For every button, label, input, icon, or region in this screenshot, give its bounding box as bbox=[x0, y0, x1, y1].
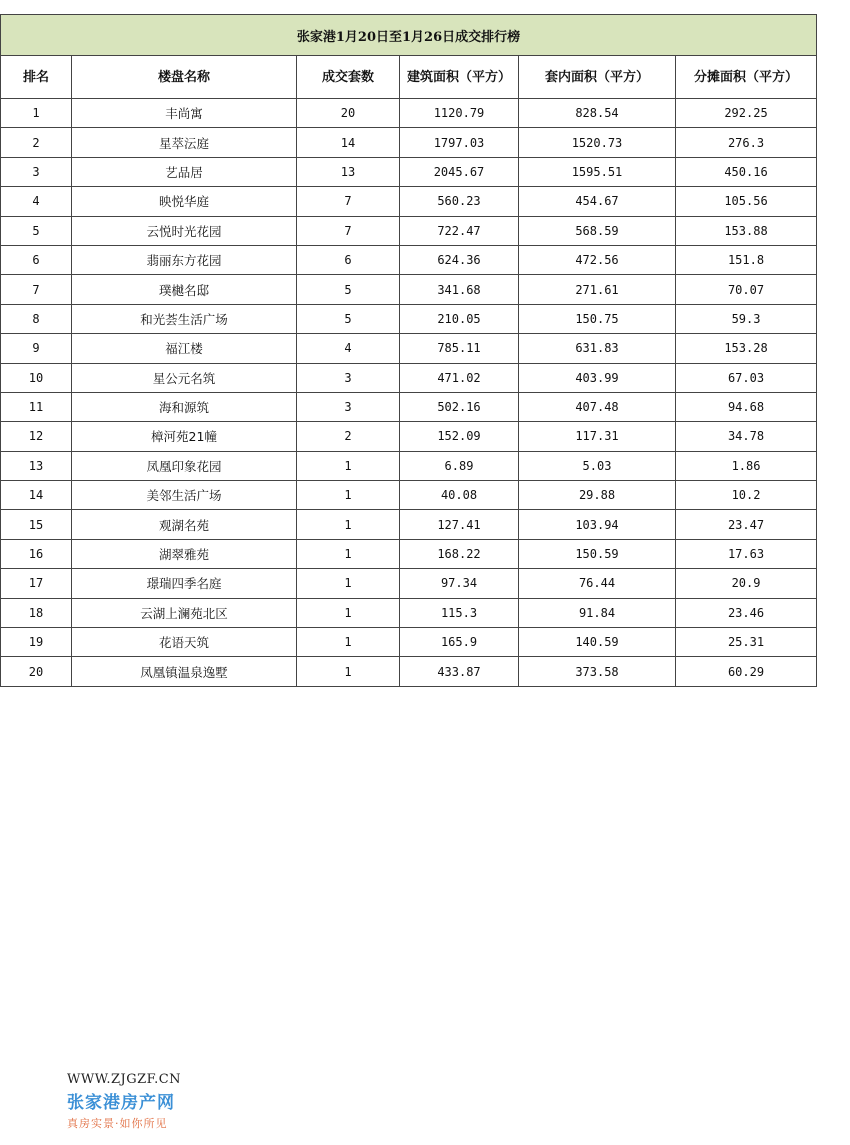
cell-name: 花语天筑 bbox=[72, 628, 297, 657]
cell-units: 13 bbox=[297, 157, 400, 186]
table-row bbox=[1, 99, 817, 128]
cell-shared-area: 17.63 bbox=[676, 539, 817, 568]
table-row bbox=[1, 451, 817, 480]
cell-units: 5 bbox=[297, 304, 400, 333]
cell-net-area: 91.84 bbox=[519, 598, 676, 627]
header-gross-area: 建筑面积（平方） bbox=[400, 56, 519, 99]
cell-net-area: 76.44 bbox=[519, 569, 676, 598]
table-row bbox=[1, 157, 817, 186]
cell-net-area: 403.99 bbox=[519, 363, 676, 392]
cell-name: 丰尚寓 bbox=[72, 99, 297, 128]
cell-shared-area: 34.78 bbox=[676, 422, 817, 451]
cell-units: 5 bbox=[297, 275, 400, 304]
header-units: 成交套数 bbox=[297, 56, 400, 99]
cell-net-area: 271.61 bbox=[519, 275, 676, 304]
logo-brand: 张家港房产网 bbox=[67, 1093, 175, 1113]
cell-gross-area: 502.16 bbox=[400, 392, 519, 421]
cell-name: 映悦华庭 bbox=[72, 187, 297, 216]
cell-name: 福江楼 bbox=[72, 334, 297, 363]
cell-net-area: 373.58 bbox=[519, 657, 676, 686]
table-title: 张家港1月20日至1月26日成交排行榜 bbox=[1, 15, 817, 56]
cell-gross-area: 1120.79 bbox=[400, 99, 519, 128]
cell-net-area: 29.88 bbox=[519, 481, 676, 510]
cell-gross-area: 168.22 bbox=[400, 539, 519, 568]
cell-gross-area: 471.02 bbox=[400, 363, 519, 392]
cell-gross-area: 1797.03 bbox=[400, 128, 519, 157]
cell-units: 3 bbox=[297, 392, 400, 421]
cell-net-area: 150.59 bbox=[519, 539, 676, 568]
cell-rank: 3 bbox=[1, 157, 72, 186]
cell-name: 璞樾名邸 bbox=[72, 275, 297, 304]
cell-shared-area: 153.28 bbox=[676, 334, 817, 363]
cell-gross-area: 785.11 bbox=[400, 334, 519, 363]
cell-rank: 8 bbox=[1, 304, 72, 333]
table-row bbox=[1, 275, 817, 304]
header-net-area: 套内面积（平方） bbox=[519, 56, 676, 99]
cell-gross-area: 115.3 bbox=[400, 598, 519, 627]
cell-shared-area: 94.68 bbox=[676, 392, 817, 421]
table-row bbox=[1, 510, 817, 539]
cell-net-area: 5.03 bbox=[519, 451, 676, 480]
table-row bbox=[1, 539, 817, 568]
cell-units: 1 bbox=[297, 569, 400, 598]
cell-rank: 14 bbox=[1, 481, 72, 510]
cell-units: 1 bbox=[297, 657, 400, 686]
cell-rank: 13 bbox=[1, 451, 72, 480]
cell-gross-area: 6.89 bbox=[400, 451, 519, 480]
header-row bbox=[1, 56, 817, 99]
cell-units: 7 bbox=[297, 187, 400, 216]
cell-units: 1 bbox=[297, 510, 400, 539]
table-row bbox=[1, 392, 817, 421]
cell-gross-area: 127.41 bbox=[400, 510, 519, 539]
cell-gross-area: 210.05 bbox=[400, 304, 519, 333]
cell-gross-area: 624.36 bbox=[400, 245, 519, 274]
cell-net-area: 407.48 bbox=[519, 392, 676, 421]
logo-tagline: 真房实景·如你所见 bbox=[67, 1117, 168, 1130]
cell-net-area: 150.75 bbox=[519, 304, 676, 333]
header-rank: 排名 bbox=[1, 56, 72, 99]
site-logo bbox=[67, 1072, 181, 1131]
cell-rank: 7 bbox=[1, 275, 72, 304]
cell-units: 1 bbox=[297, 628, 400, 657]
table-row bbox=[1, 569, 817, 598]
cell-name: 和光荟生活广场 bbox=[72, 304, 297, 333]
cell-units: 1 bbox=[297, 539, 400, 568]
cell-gross-area: 722.47 bbox=[400, 216, 519, 245]
cell-name: 璟瑞四季名庭 bbox=[72, 569, 297, 598]
cell-name: 星萃沄庭 bbox=[72, 128, 297, 157]
cell-units: 2 bbox=[297, 422, 400, 451]
cell-name: 美邻生活广场 bbox=[72, 481, 297, 510]
cell-name: 湖翠雅苑 bbox=[72, 539, 297, 568]
cell-gross-area: 433.87 bbox=[400, 657, 519, 686]
cell-net-area: 631.83 bbox=[519, 334, 676, 363]
cell-net-area: 1595.51 bbox=[519, 157, 676, 186]
table-row bbox=[1, 334, 817, 363]
cell-shared-area: 67.03 bbox=[676, 363, 817, 392]
cell-shared-area: 153.88 bbox=[676, 216, 817, 245]
cell-rank: 2 bbox=[1, 128, 72, 157]
cell-units: 6 bbox=[297, 245, 400, 274]
cell-shared-area: 1.86 bbox=[676, 451, 817, 480]
table-row bbox=[1, 245, 817, 274]
cell-shared-area: 59.3 bbox=[676, 304, 817, 333]
cell-shared-area: 23.46 bbox=[676, 598, 817, 627]
cell-name: 海和源筑 bbox=[72, 392, 297, 421]
cell-shared-area: 60.29 bbox=[676, 657, 817, 686]
cell-gross-area: 40.08 bbox=[400, 481, 519, 510]
cell-gross-area: 165.9 bbox=[400, 628, 519, 657]
cell-rank: 18 bbox=[1, 598, 72, 627]
cell-name: 云悦时光花园 bbox=[72, 216, 297, 245]
cell-units: 1 bbox=[297, 481, 400, 510]
cell-name: 星公元名筑 bbox=[72, 363, 297, 392]
cell-shared-area: 10.2 bbox=[676, 481, 817, 510]
table-row bbox=[1, 216, 817, 245]
table-row bbox=[1, 422, 817, 451]
cell-rank: 5 bbox=[1, 216, 72, 245]
cell-gross-area: 341.68 bbox=[400, 275, 519, 304]
cell-gross-area: 2045.67 bbox=[400, 157, 519, 186]
cell-rank: 20 bbox=[1, 657, 72, 686]
cell-shared-area: 20.9 bbox=[676, 569, 817, 598]
cell-units: 1 bbox=[297, 451, 400, 480]
cell-gross-area: 152.09 bbox=[400, 422, 519, 451]
cell-rank: 15 bbox=[1, 510, 72, 539]
table-row bbox=[1, 128, 817, 157]
table-row bbox=[1, 628, 817, 657]
table-row bbox=[1, 304, 817, 333]
table-row bbox=[1, 598, 817, 627]
table-row bbox=[1, 363, 817, 392]
cell-rank: 19 bbox=[1, 628, 72, 657]
cell-gross-area: 560.23 bbox=[400, 187, 519, 216]
cell-units: 20 bbox=[297, 99, 400, 128]
cell-units: 1 bbox=[297, 598, 400, 627]
cell-rank: 9 bbox=[1, 334, 72, 363]
cell-net-area: 472.56 bbox=[519, 245, 676, 274]
cell-rank: 6 bbox=[1, 245, 72, 274]
header-name: 楼盘名称 bbox=[72, 56, 297, 99]
cell-name: 观湖名苑 bbox=[72, 510, 297, 539]
logo-url: WWW.ZJGZF.CN bbox=[67, 1072, 182, 1087]
cell-name: 艺品居 bbox=[72, 157, 297, 186]
cell-shared-area: 276.3 bbox=[676, 128, 817, 157]
cell-shared-area: 25.31 bbox=[676, 628, 817, 657]
cell-shared-area: 70.07 bbox=[676, 275, 817, 304]
table-body bbox=[1, 99, 817, 687]
cell-net-area: 568.59 bbox=[519, 216, 676, 245]
cell-net-area: 454.67 bbox=[519, 187, 676, 216]
cell-rank: 10 bbox=[1, 363, 72, 392]
cell-name: 凤凰镇温泉逸墅 bbox=[72, 657, 297, 686]
cell-name: 樟河苑21幢 bbox=[72, 422, 297, 451]
table-row bbox=[1, 657, 817, 686]
table-row bbox=[1, 481, 817, 510]
cell-rank: 17 bbox=[1, 569, 72, 598]
cell-net-area: 140.59 bbox=[519, 628, 676, 657]
cell-rank: 12 bbox=[1, 422, 72, 451]
cell-shared-area: 450.16 bbox=[676, 157, 817, 186]
cell-shared-area: 292.25 bbox=[676, 99, 817, 128]
cell-net-area: 103.94 bbox=[519, 510, 676, 539]
ranking-sheet bbox=[0, 14, 816, 687]
ranking-table bbox=[0, 14, 817, 687]
cell-name: 翡丽东方花园 bbox=[72, 245, 297, 274]
cell-rank: 11 bbox=[1, 392, 72, 421]
cell-shared-area: 105.56 bbox=[676, 187, 817, 216]
cell-net-area: 117.31 bbox=[519, 422, 676, 451]
cell-net-area: 828.54 bbox=[519, 99, 676, 128]
cell-rank: 16 bbox=[1, 539, 72, 568]
cell-name: 凤凰印象花园 bbox=[72, 451, 297, 480]
cell-net-area: 1520.73 bbox=[519, 128, 676, 157]
cell-gross-area: 97.34 bbox=[400, 569, 519, 598]
cell-units: 14 bbox=[297, 128, 400, 157]
cell-shared-area: 151.8 bbox=[676, 245, 817, 274]
cell-rank: 4 bbox=[1, 187, 72, 216]
header-shared-area: 分摊面积（平方） bbox=[676, 56, 817, 99]
cell-rank: 1 bbox=[1, 99, 72, 128]
cell-units: 3 bbox=[297, 363, 400, 392]
cell-units: 4 bbox=[297, 334, 400, 363]
cell-units: 7 bbox=[297, 216, 400, 245]
table-row bbox=[1, 187, 817, 216]
cell-name: 云湖上澜苑北区 bbox=[72, 598, 297, 627]
cell-shared-area: 23.47 bbox=[676, 510, 817, 539]
